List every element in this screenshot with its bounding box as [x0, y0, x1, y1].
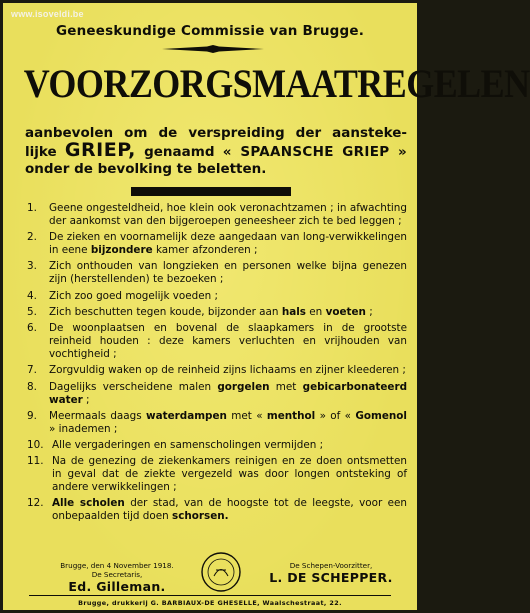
- item-text: De zieken en voornamelijk deze aangedaan van long-verwikkelingen in eene: [49, 231, 407, 256]
- item-number: 5.: [27, 305, 37, 318]
- item-number: 1.: [27, 202, 37, 214]
- header: Geneeskundige Commissie van Brugge.: [55, 23, 365, 39]
- item-text: met: [269, 380, 303, 393]
- list-item: [27, 290, 407, 303]
- list-item: [27, 439, 407, 452]
- intro-griep: GRIEP,: [64, 139, 136, 161]
- heavy-rule: [131, 187, 291, 196]
- item-text: der stad, van de hoogste tot de leegste, voor een onbepaalden tijd doen: [52, 497, 408, 523]
- item-text: met «: [226, 409, 267, 422]
- item-emphasis: waterdampen: [146, 409, 227, 422]
- item-text: De woonplaatsen en bovenal de slaapkamers in de grootste reinheid houden : deze kamers verluchten en vrijhouden van vochtigheid ;: [49, 322, 407, 360]
- list-item: [27, 322, 407, 360]
- list-item: [27, 231, 407, 257]
- left-role: De Secretaris,: [91, 570, 143, 579]
- item-text: Zich onthouden van longzieken en personen welke bijna genezen zijn (herstellenden) te bezoeken ;: [49, 260, 407, 286]
- item-text: ;: [82, 393, 90, 406]
- item-text: en: [305, 305, 326, 318]
- item-number: 8.: [27, 380, 37, 393]
- bottom-rule: [29, 595, 391, 596]
- item-number: 11.: [27, 455, 44, 468]
- right-role: De Schepen-Voorzitter,: [289, 561, 373, 570]
- item-number: 9.: [27, 409, 37, 422]
- date-line: Brugge, den 4 November 1918.: [60, 561, 174, 570]
- item-text: Na de genezing de ziekenkamers reinigen en ze doen ontsmetten in geval dat de ziekte vergezeld was door longen ontsteking of andere verwikkelingen ;: [52, 455, 407, 494]
- item-emphasis: bijzondere: [90, 243, 153, 256]
- list-item: [27, 260, 407, 286]
- item-text: » inademen ;: [49, 422, 118, 435]
- list-item: [27, 410, 407, 436]
- signature-right: [251, 561, 411, 585]
- item-text: Zich beschutten tegen koude, bijzonder aan: [49, 305, 282, 318]
- item-text: Zorgvuldig waken op de reinheid zijns lichaams en zijner kleederen ;: [49, 364, 406, 377]
- printer-line: Brugge, drukkerij G. BARBIAUX-DE GHESELLE, Waalschestraat, 22.: [78, 599, 342, 607]
- item-text: Meermaals daags: [49, 409, 147, 422]
- item-number: 2.: [27, 231, 37, 244]
- item-emphasis: gorgelen: [217, 380, 270, 393]
- right-name: L. DE SCHEPPER.: [269, 570, 393, 585]
- item-number: 6.: [27, 322, 37, 335]
- item-text: Dagelijks verscheidene malen: [49, 380, 218, 393]
- list-item: [27, 364, 407, 377]
- intro-part2: genaamd: [135, 144, 223, 160]
- watermark: www.isoveldi.be: [11, 9, 84, 19]
- list-item: [27, 202, 407, 228]
- measures-list: [27, 202, 407, 527]
- poster: [3, 3, 530, 610]
- item-number: 7.: [27, 364, 37, 377]
- left-name: Ed. Gilleman.: [68, 579, 166, 594]
- item-emphasis: hals: [281, 305, 306, 318]
- item-number: 4.: [27, 289, 37, 302]
- intro-spaansche: « SPAANSCHE GRIEP »: [222, 144, 407, 160]
- item-emphasis: voeten: [325, 305, 366, 318]
- item-emphasis: gebicarbonateerd water: [49, 380, 408, 406]
- seal-stamp: [200, 551, 242, 593]
- intro-part1: aanbevolen om de verspreiding der aansteke-lijke: [25, 125, 407, 160]
- list-item: [27, 455, 407, 493]
- item-emphasis: Gomenol: [355, 409, 407, 422]
- item-text: kamer afzonderen ;: [152, 243, 258, 256]
- signature-left: [37, 561, 197, 594]
- item-text: ;: [365, 305, 373, 318]
- item-emphasis: menthol: [266, 409, 316, 422]
- title: VOORZORGSMAATREGELEN: [23, 61, 530, 106]
- item-text: Geene ongesteldheid, hoe klein ook veronachtzamen ; in afwachting der aankomst van den bijgeroepen geneesheer zich te bed leggen ;: [49, 202, 407, 227]
- item-emphasis: schorsen.: [172, 510, 229, 523]
- list-item: [27, 381, 407, 407]
- intro-part3: onder de bevolking te beletten.: [25, 161, 267, 177]
- intro: [25, 125, 407, 178]
- item-text: Zich zoo goed mogelijk voeden ;: [49, 289, 219, 302]
- item-text: » of «: [315, 409, 356, 422]
- item-number: 12.: [27, 497, 44, 510]
- list-item: [27, 306, 407, 319]
- item-number: 3.: [27, 260, 37, 273]
- item-text: Alle vergaderingen en samenscholingen vermijden ;: [52, 439, 324, 452]
- list-item: [27, 497, 407, 523]
- item-emphasis: Alle scholen: [52, 497, 125, 510]
- item-number: 10.: [27, 439, 44, 452]
